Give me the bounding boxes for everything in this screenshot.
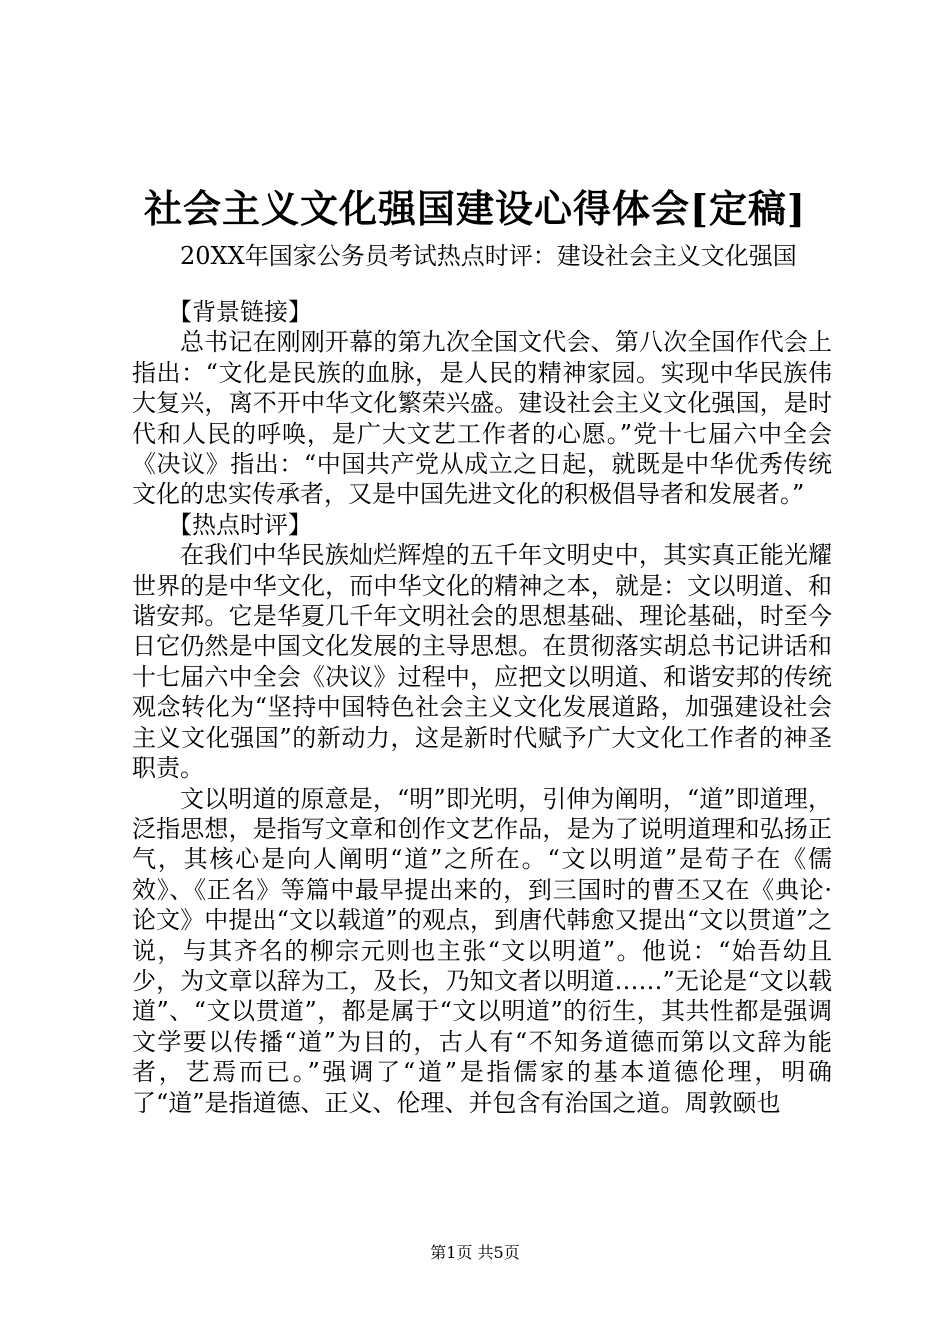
section-heading-commentary: 【热点时评】 [168, 510, 312, 539]
paragraph: 文以明道的原意是，“明”即光明，引伸为阐明，“道”即道理，泛指思想，是指写文章和创作文艺作品，是为了说明道理和弘扬正气，其核心是向人阐明“道”之所在。“文以明道”是荀子在《儒效》、《正名》等篇中最早提出来的，到三国时的曹丕又在《典论·论文》中提出“文以载道”的观点，到唐代韩愈又提出“文以贯道”之说，与其齐名的柳宗元则也主张“文以明道”。他说：“始吾幼且少，为文章以辞为工，及长，乃知文者以明道……”无论是“文以载道”、“文以贯道”，都是属于“文以明道”的衍生，其共性都是强调文学要以传播“道”为目的，古人有“不知务道德而第以文辞为能者，艺焉而已。”强调了“道”是指儒家的基本道德伦理，明确了“道”是指道德、正义、伦理、并包含有治国之道。周敦颐也 [132, 784, 832, 1117]
paragraph: 在我们中华民族灿烂辉煌的五千年文明史中，其实真正能光耀世界的是中华文化，而中华文化的精神之本，就是：文以明道、和谐安邦。它是华夏几千年文明社会的思想基础、理论基础，时至今日它仍然是中国文化发展的主导思想。在贯彻落实胡总书记讲话和十七届六中全会《决议》过程中，应把文以明道、和谐安邦的传统观念转化为“坚持中国特色社会主义文化发展道路，加强建设社会主义文化强国”的新动力，这是新时代赋予广大文化工作者的神圣职责。 [132, 541, 832, 783]
section-heading-background: 【背景链接】 [168, 298, 312, 326]
document-subtitle: 20XX年国家公务员考试热点时评：建设社会主义文化强国 [180, 242, 797, 270]
document-title: 社会主义文化强国建设心得体会[定稿] [144, 186, 806, 231]
page-number: 第1页 共5页 [430, 1243, 520, 1262]
paragraph: 总书记在刚刚开幕的第九次全国文代会、第八次全国作代会上指出：“文化是民族的血脉，是人民的精神家园。实现中华民族伟大复兴，离不开中华文化繁荣兴盛。建设社会主义文化强国，是时代和人民的呼唤，是广大文艺工作者的心愿。”党十七届六中全会《决议》指出：“中国共产党从成立之日起，就既是中华优秀传统文化的忠实传承者，又是中国先进文化的积极倡导者和发展者。” [132, 328, 832, 509]
document-body [132, 297, 832, 1118]
